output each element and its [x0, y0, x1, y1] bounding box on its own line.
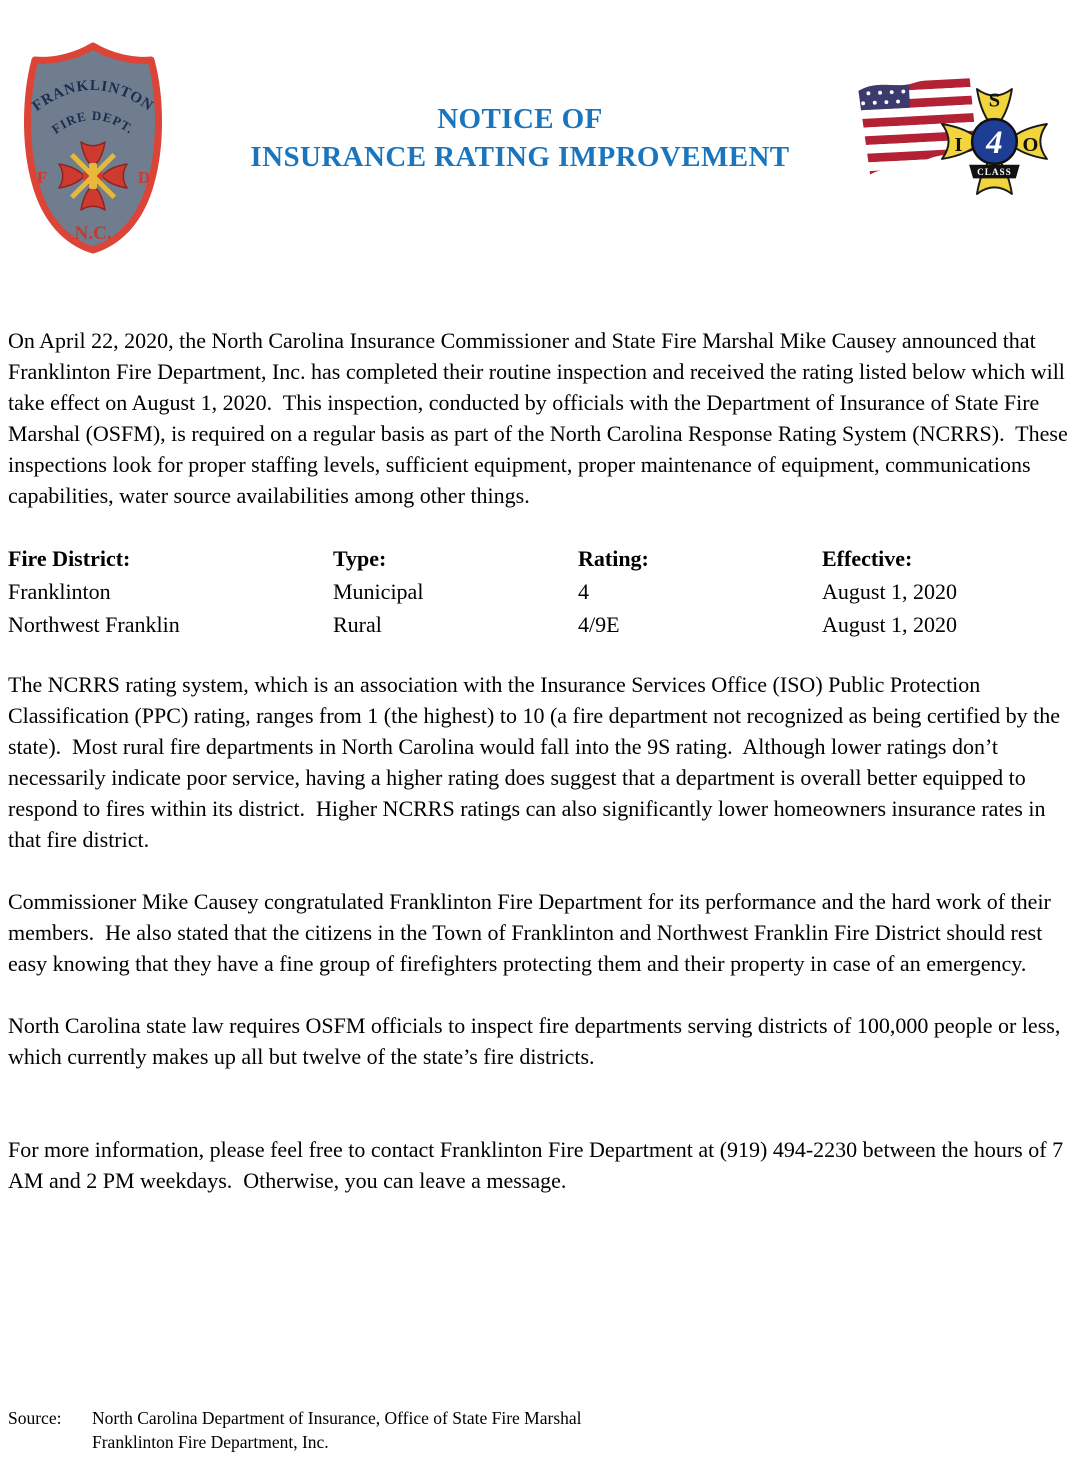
- class-number: 4: [986, 125, 1003, 162]
- col-header-type: Type:: [333, 546, 387, 571]
- iso-letter-o: O: [1022, 134, 1039, 157]
- class-ribbon: [969, 165, 1020, 179]
- iso-logo-graphic: [856, 56, 1061, 226]
- paragraph-2: The NCRRS rating system, which is an association with the Insurance Services Office (ISO) Public Protection Classification (PPC) rating, ranges from 1 (the highest) to 10 (a fire department not recognized as being certified by the state). Most rural fire departments in North Carolina would fall into the 9S rating. Although lower ratings don’t necessarily indicate poor service, having a higher rating does suggest that a department is overall better equipped to respond to fires within its district. Higher NCRRS ratings can also significantly lower homeowners insurance rates in that fire district.: [8, 672, 1066, 852]
- patch-state-text: N.C.: [74, 223, 112, 244]
- patch-dept-text: FIRE DEPT.: [48, 107, 138, 137]
- source-line-2: Franklinton Fire Department, Inc.: [92, 1432, 329, 1452]
- source-lines: [92, 1406, 582, 1454]
- col-header-effective: Effective:: [822, 546, 913, 571]
- patch-letter-d: D: [137, 168, 151, 187]
- table-cell-type-2: Rural: [333, 612, 382, 637]
- table-cell-type-1: Municipal: [333, 579, 424, 604]
- col-header-rating: Rating:: [578, 546, 649, 571]
- paragraph-1: On April 22, 2020, the North Carolina Insurance Commissioner and State Fire Marshal Mike Causey announced that Franklinton Fire Department, Inc. has completed their routine inspection and received the rating listed below which will take effect on August 1, 2020. This inspection, conducted by officials with the Department of Insurance of State Fire Marshal (OSFM), is required on a regular basis as part of the North Carolina Response Rating System (NCRRS). These inspections look for proper staffing levels, sufficient equipment, proper maintenance of equipment, communications capabilities, water source availabilities among other things.: [8, 328, 1074, 508]
- class-label: CLASS: [977, 167, 1012, 177]
- table-cell-effective-2: August 1, 2020: [822, 612, 958, 637]
- col-header-fire-district: Fire District:: [8, 546, 131, 571]
- source-label: Source:: [8, 1408, 62, 1428]
- fire-dept-patch-logo: [12, 36, 184, 261]
- table-cell-district-1: Franklinton: [8, 579, 111, 604]
- paragraph-3: Commissioner Mike Causey congratulated Franklinton Fire Department for its performance and the hard work of their members. He also stated that the citizens in the Town of Franklinton and Northwest Franklin Fire District should rest easy knowing that they have a fine group of firefighters protecting them and their property in case of an emergency.: [8, 889, 1057, 976]
- notice-title-line1: NOTICE OF: [437, 103, 603, 135]
- patch-name-text: FRANKLINTON: [29, 77, 157, 115]
- source-footer: [8, 1406, 582, 1454]
- rating-table: [8, 542, 1072, 641]
- paragraph-5: For more information, please feel free to contact Franklinton Fire Department at (919) 494-2230 between the hours of 7 AM and 2 PM weekdays. Otherwise, you can leave a message.: [8, 1137, 1068, 1193]
- iso-class-4-logo: [856, 36, 1068, 231]
- doc-body: [0, 325, 1080, 1196]
- patch-letter-f: F: [36, 168, 48, 187]
- notice-title: [184, 36, 856, 176]
- american-flag-icon: [856, 60, 995, 181]
- doc-header: [0, 0, 1080, 261]
- iso-letter-i: I: [954, 134, 963, 157]
- table-cell-rating-2: 4/9E: [578, 612, 620, 637]
- iso-letter-s: S: [988, 89, 1001, 112]
- table-cell-district-2: Northwest Franklin: [8, 612, 180, 637]
- notice-title-line2: INSURANCE RATING IMPROVEMENT: [250, 141, 790, 173]
- paragraph-4: North Carolina state law requires OSFM officials to inspect fire departments serving districts of 100,000 people or less, which currently makes up all but twelve of the state’s fire districts.: [8, 1013, 1066, 1069]
- table-cell-rating-1: 4: [578, 579, 589, 604]
- table-cell-effective-1: August 1, 2020: [822, 579, 958, 604]
- source-line-1: North Carolina Department of Insurance, Office of State Fire Marshal: [92, 1408, 582, 1428]
- patch-shield: [12, 36, 174, 256]
